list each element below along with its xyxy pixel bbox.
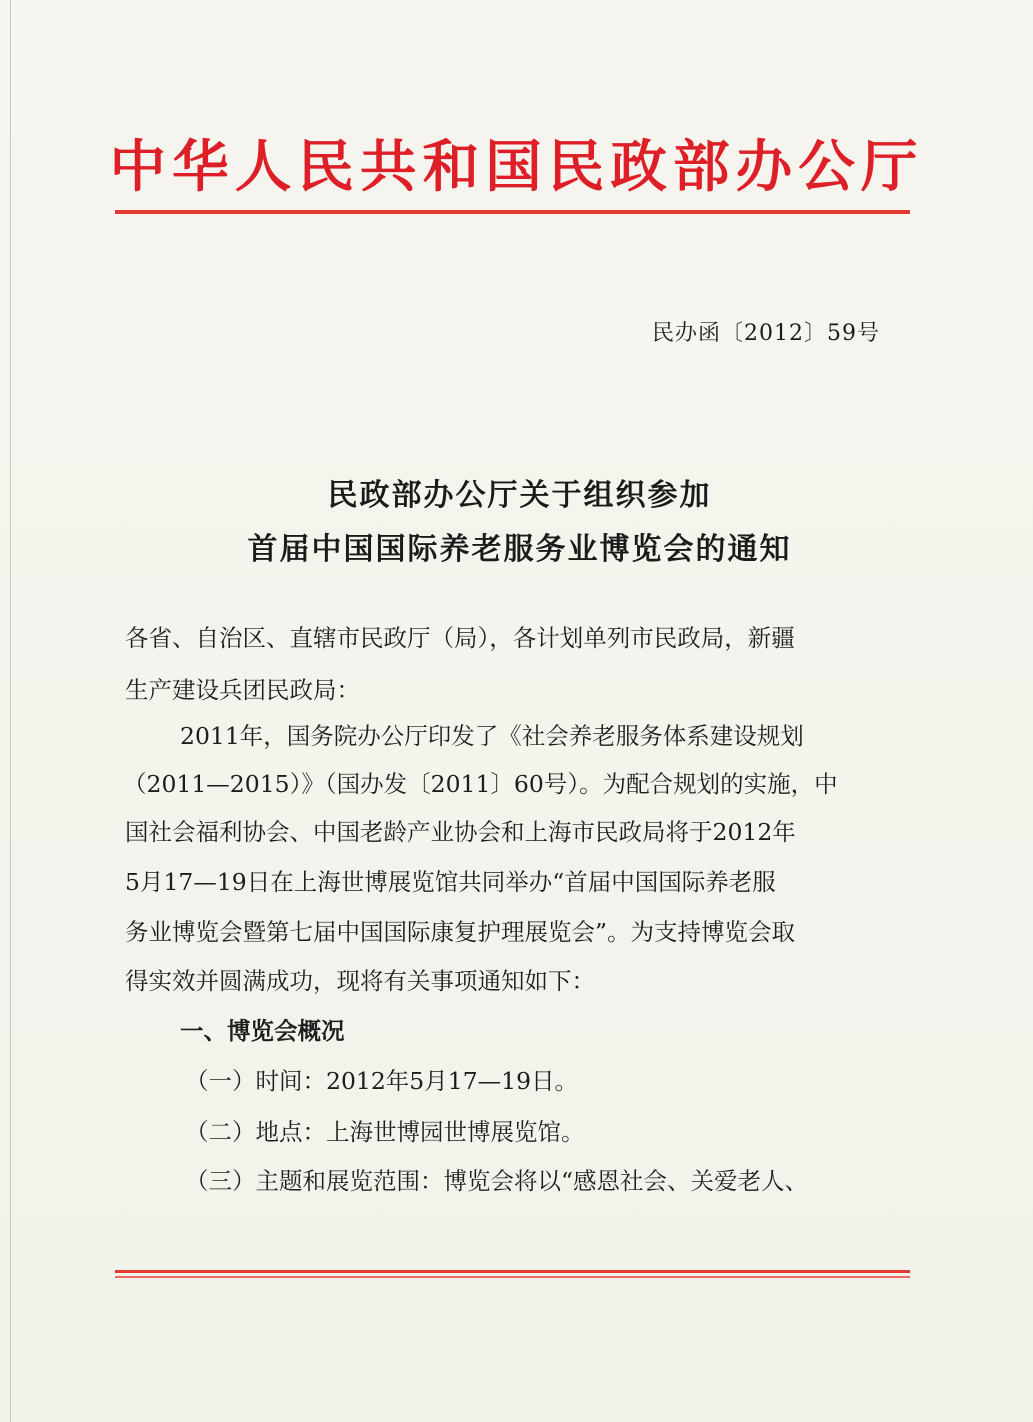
notice-title-line2: 首届中国国际养老服务业博览会的通知 (247, 532, 792, 567)
paragraph-1-line-4: 5月17—19日在上海世博展览馆共同举办“首届中国国际养老服 (125, 868, 776, 896)
address-line-2: 生产建设兵团民政局： (125, 676, 360, 704)
paragraph-1-line-5: 务业博览会暨第七届中国国际康复护理展览会”。为支持博览会取 (125, 918, 796, 946)
section-1-heading: 一、博览会概况 (180, 1017, 345, 1045)
footer-red-rule (115, 1270, 910, 1273)
section-1-item-1: （一）时间：2012年5月17—19日。 (185, 1067, 579, 1095)
address-line-1: 各省、自治区、直辖市民政厅（局），各计划单列市民政局，新疆 (125, 624, 795, 652)
document-number: 民办函〔2012〕59号 (652, 321, 880, 346)
footer-red-rule-thin (115, 1276, 910, 1278)
paragraph-1-line-1: 2011年，国务院办公厅印发了《社会养老服务体系建设规划 (180, 722, 804, 750)
paragraph-1-line-3: 国社会福利协会、中国老龄产业协会和上海市民政局将于2012年 (125, 818, 796, 846)
notice-title-line1: 民政部办公厅关于组织参加 (327, 478, 712, 513)
paragraph-1-line-6: 得实效并圆满成功，现将有关事项通知如下： (125, 967, 595, 995)
letterhead-red-rule (115, 210, 910, 214)
paragraph-1-line-2: （2011—2015）》（国办发〔2011〕60号）。为配合规划的实施，中 (123, 770, 838, 798)
letterhead-title: 中华人民共和国民政部办公厅 (109, 135, 924, 200)
section-1-item-2: （二）地点：上海世博园世博展览馆。 (185, 1118, 585, 1146)
section-1-item-3: （三）主题和展览范围：博览会将以“感恩社会、关爱老人、 (185, 1167, 809, 1195)
